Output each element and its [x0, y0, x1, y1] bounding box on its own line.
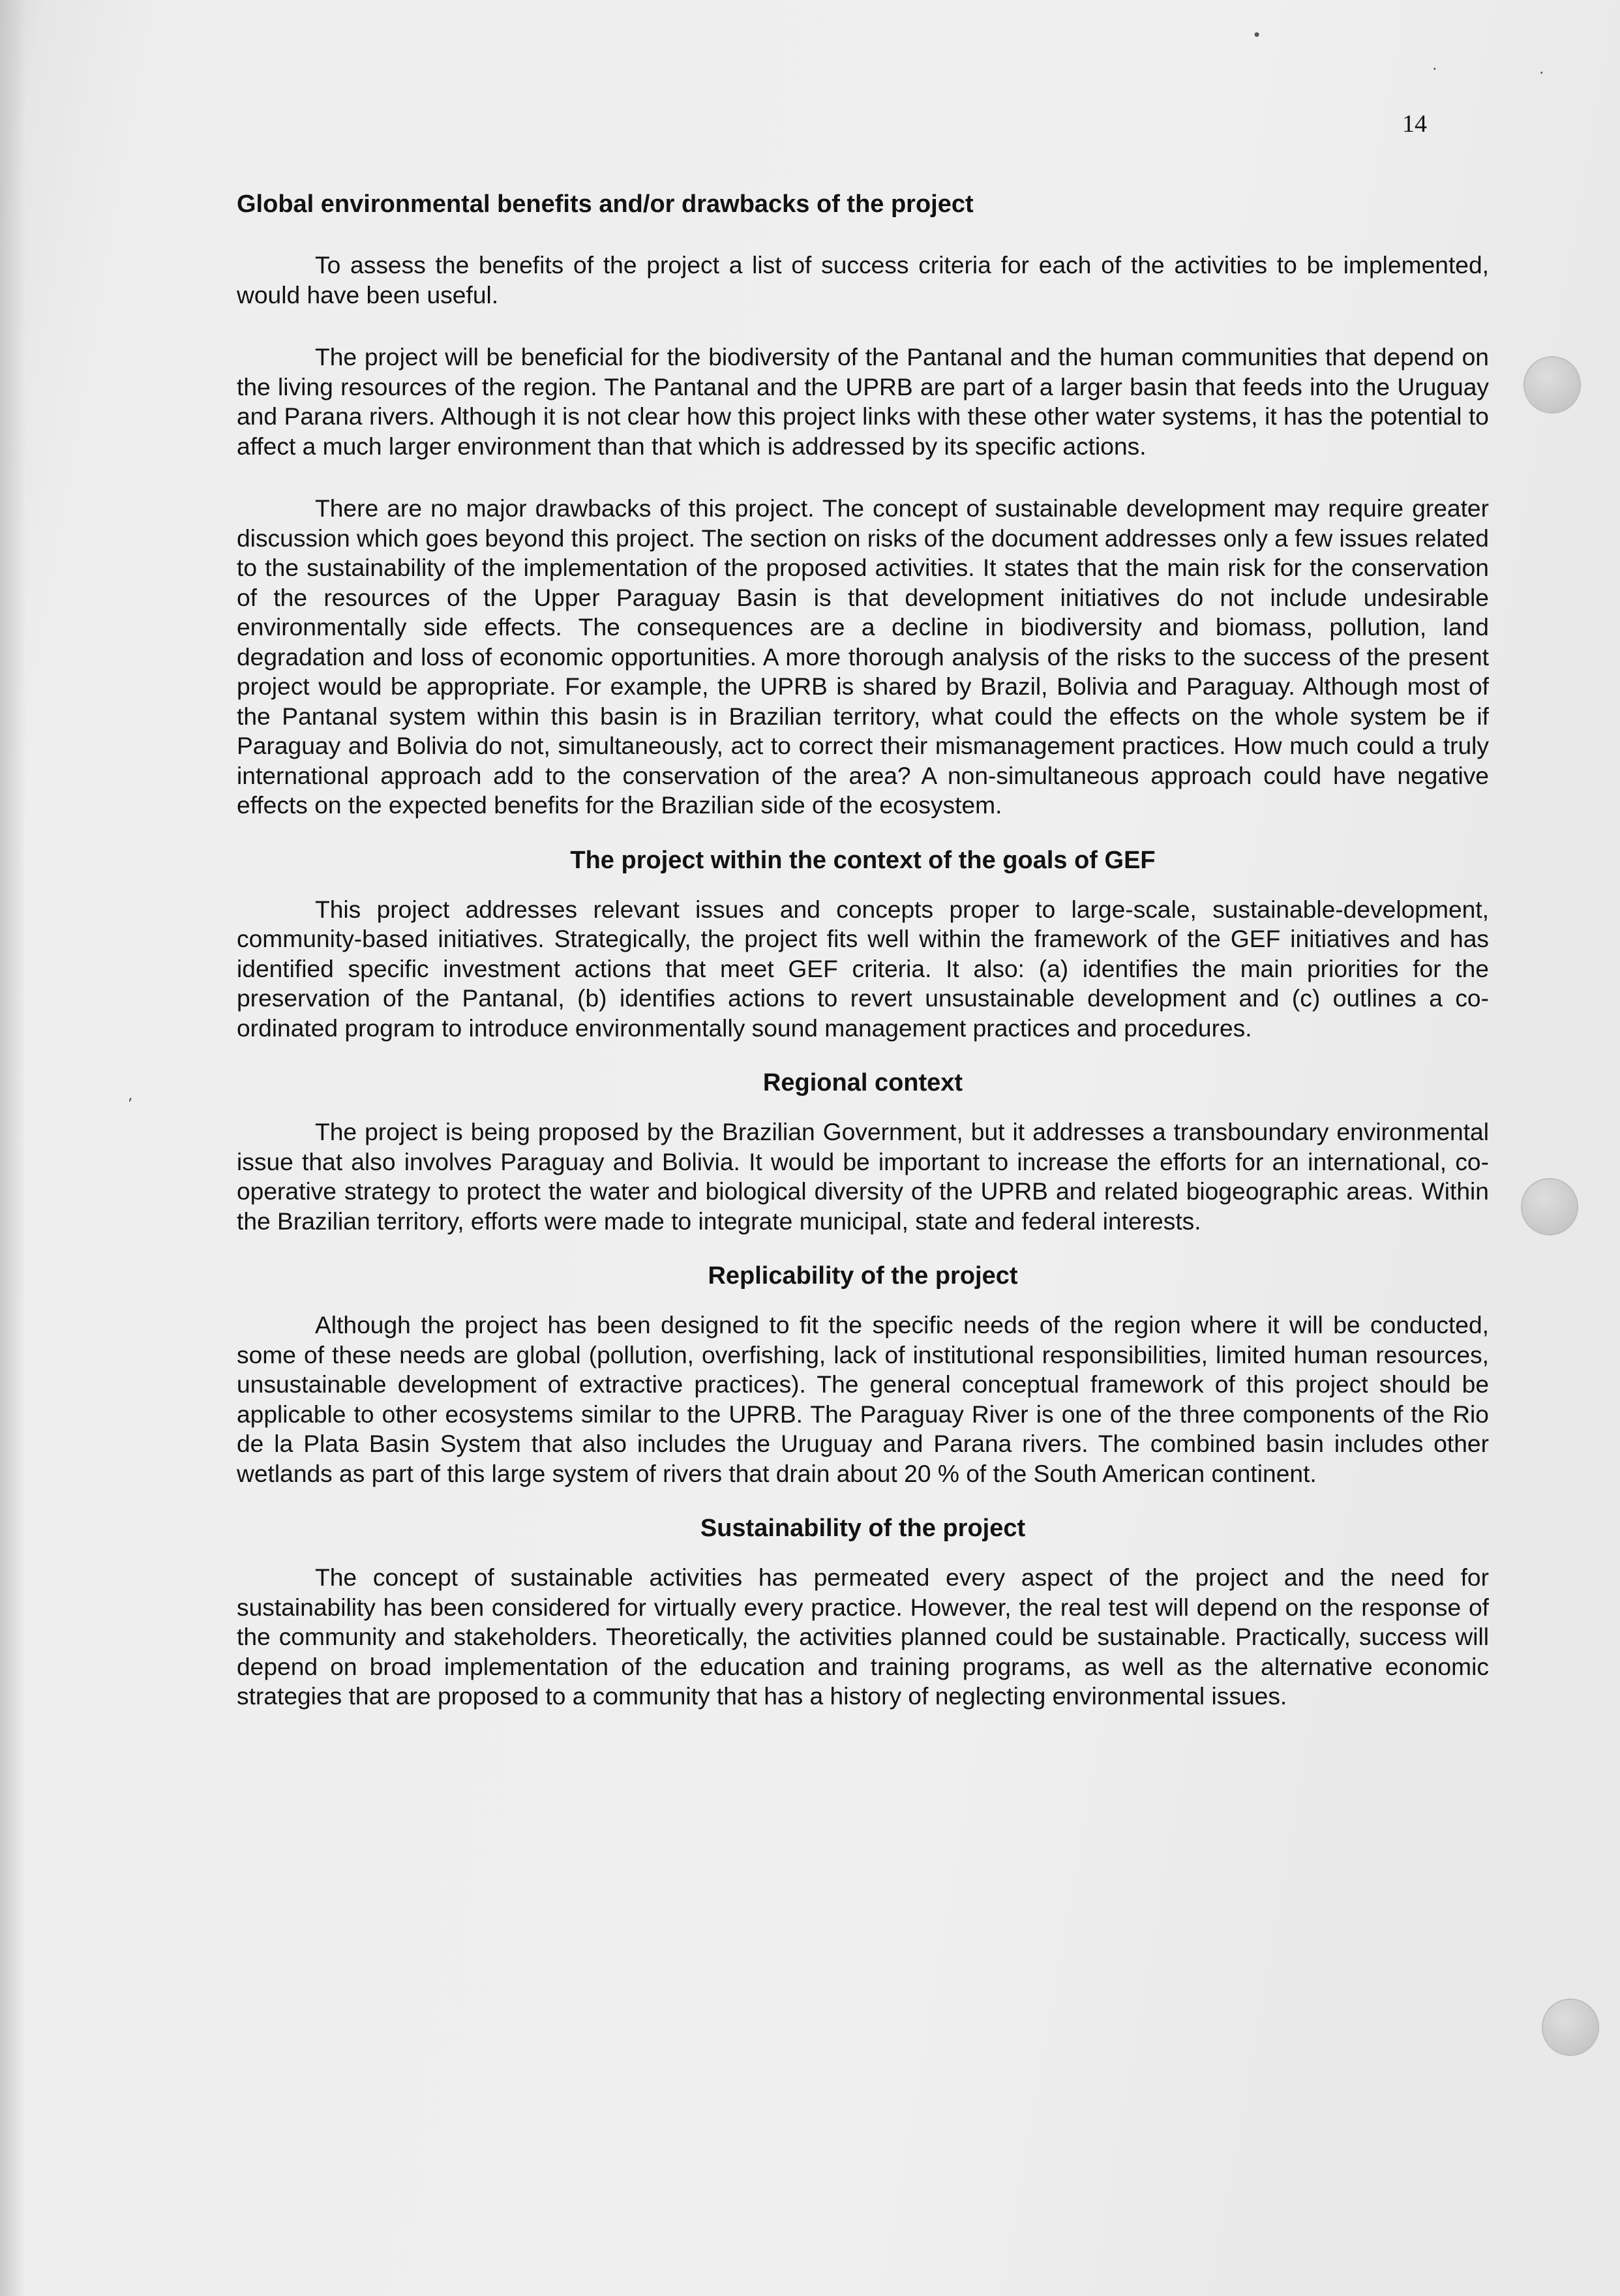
- scan-speck: ,: [128, 1085, 133, 1104]
- heading-regional-context: Regional context: [762, 1069, 963, 1096]
- heading-gef-goals: The project within the context of the goals of GEF: [570, 846, 1156, 874]
- punch-hole-top: [1525, 357, 1580, 412]
- paragraph-success-criteria: To assess the benefits of the project a list of success criteria for each of the activities to be implemented, would have been useful.: [237, 251, 1489, 309]
- heading-sustainability: Sustainability of the project: [700, 1515, 1026, 1542]
- punch-hole-bottom: [1543, 2000, 1598, 2055]
- document-content: [237, 188, 1489, 1712]
- heading-global-benefits: Global environmental benefits and/or drawbacks of the project: [237, 190, 974, 218]
- paragraph-drawbacks: There are no major drawbacks of this project. The concept of sustainable development may require greater discussion which goes beyond this project. The section on risks of the document addresses only a few issues related to the sustainability of the implementation of the proposed activities. It states that the main risk for the conservation of the resources of the Upper Paraguay Basin is that development initiatives do not include undesirable environmentally side effects. The consequences are a decline in biodiversity and biomass, pollution, land degradation and loss of economic opportunities. A more thorough analysis of the risks to the success of the present project would be appropriate. For example, the UPRB is shared by Brazil, Bolivia and Paraguay. Although most of the Pantanal system within this basin is in Brazilian territory, what could the effects on the whole system be if Paraguay and Bolivia do not, simultaneously, act to correct their mismanagement practices. How much could a truly international approach add to the conservation of the area? A non-simultaneous approach could have negative effects on the expected benefits for the Brazilian side of the ecosystem.: [237, 494, 1489, 819]
- page-number: 14: [1402, 110, 1427, 138]
- scan-edge-shadow: [0, 0, 26, 2296]
- paragraph-biodiversity-benefit: The project will be beneficial for the biodiversity of the Pantanal and the human communities that depend on the living resources of the region. The Pantanal and the UPRB are part of a larger basin that feeds into the Uruguay and Parana rivers. Although it is not clear how this project links with these other water systems, it has the potential to affect a much larger environment than that which is addressed by its specific actions.: [237, 343, 1489, 460]
- scan-speck: •: [1252, 26, 1262, 44]
- scan-speck: ·: [1432, 60, 1437, 78]
- paragraph-sustainability: The concept of sustainable activities has permeated every aspect of the project and the need for sustainability has been considered for virtually every practice. However, the real test will depend on the response of the community and stakeholders. Theoretically, the activities planned could be sustainable. Practically, success will depend on broad implementation of the education and training programs, as well as the alternative economic strategies that are proposed to a community that has a history of neglecting environmental issues.: [237, 1563, 1489, 1710]
- paragraph-regional-context: The project is being proposed by the Brazilian Government, but it addresses a transboundary environmental issue that also involves Paraguay and Bolivia. It would be important to increase the efforts for an international, co-operative strategy to protect the water and biological diversity of the UPRB and related biogeographic areas. Within the Brazilian territory, efforts were made to integrate municipal, state and federal interests.: [237, 1118, 1489, 1235]
- punch-hole-middle: [1522, 1179, 1577, 1234]
- paragraph-gef-context: This project addresses relevant issues and concepts proper to large-scale, sustainable-development, community-based initiatives. Strategically, the project fits well within the framework of the GEF initiatives and has identified specific investment actions that meet GEF criteria. It also: (a) identifies the main priorities for the preservation of the Pantanal, (b) identifies actions to revert unsustainable development and (c) outlines a co-ordinated program to introduce environmentally sound management practices and procedures.: [237, 895, 1489, 1042]
- paragraph-replicability: Although the project has been designed to fit the specific needs of the region where it will be conducted, some of these needs are global (pollution, overfishing, lack of institutional responsibilities, limited human resources, unsustainable development of extractive practices). The general conceptual framework of this project should be applicable to other ecosystems similar to the UPRB. The Paraguay River is one of the three components of the Rio de la Plata Basin System that also includes the Uruguay and Parana rivers. The combined basin includes other wetlands as part of this large system of rivers that drain about 20 % of the South American continent.: [237, 1311, 1489, 1487]
- scan-speck: ·: [1539, 64, 1544, 82]
- heading-replicability: Replicability of the project: [708, 1262, 1018, 1290]
